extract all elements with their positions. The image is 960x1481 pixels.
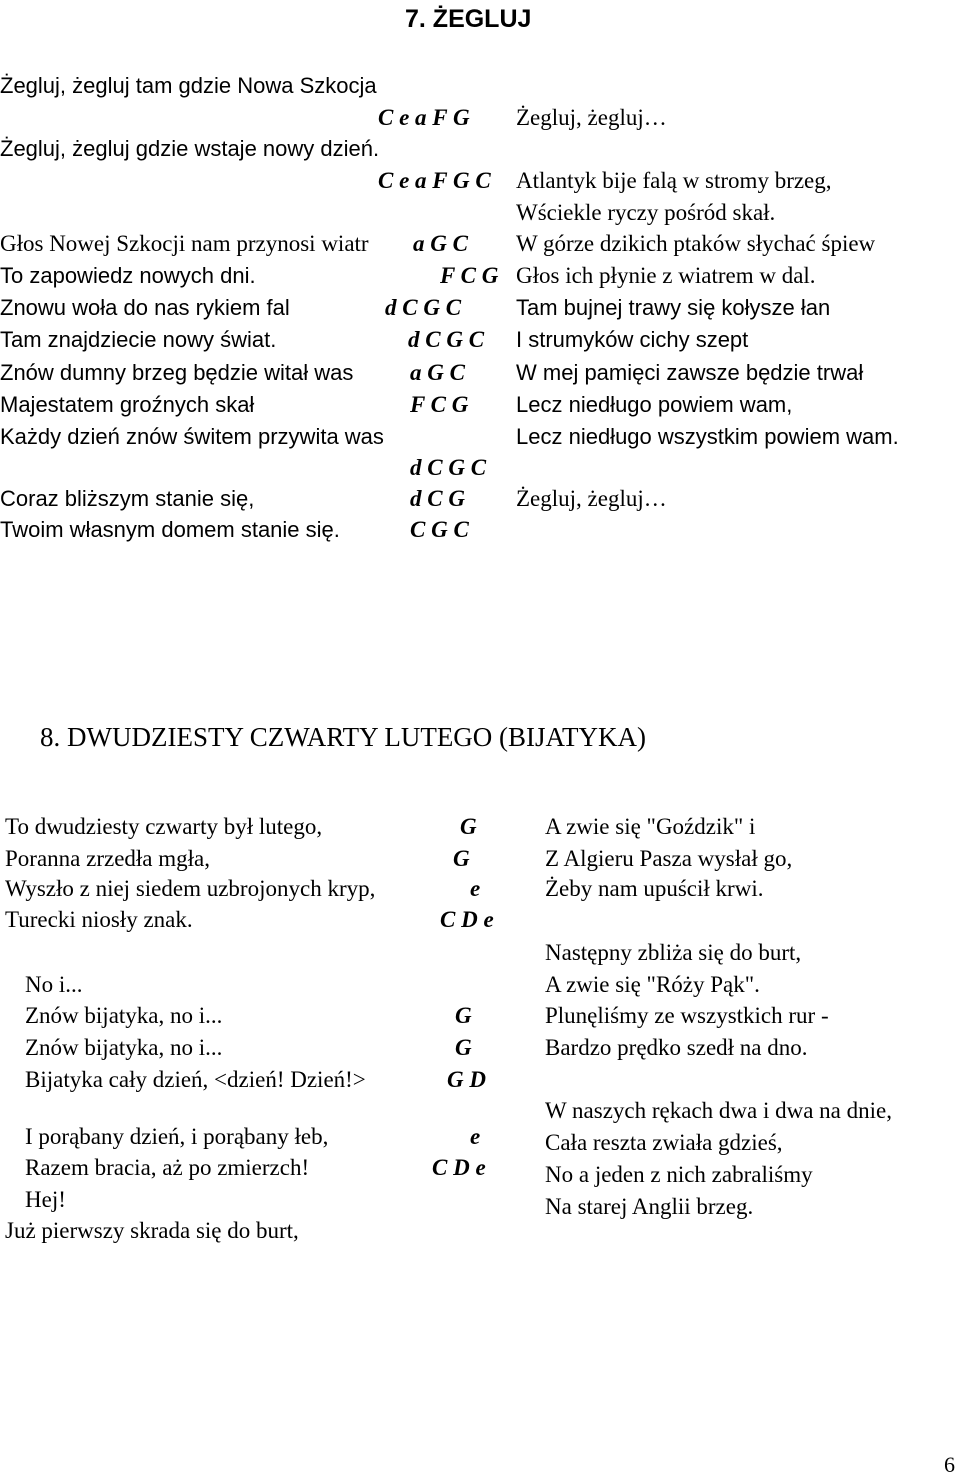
song8-left-10: Razem bracia, aż po zmierzch! <box>25 1155 310 1180</box>
song7-line-10: Znów dumny brzeg będzie witał was <box>0 360 354 385</box>
song7-right-10: W mej pamięci zawsze będzie trwał <box>516 360 864 385</box>
song8-left-4: Turecki niosły znak. <box>5 907 193 932</box>
song7-chords-14: d C G <box>410 486 465 511</box>
song7-line-7: To zapowiedz nowych dni. <box>0 263 256 288</box>
song8-right-2: Z Algieru Pasza wysłał go, <box>545 846 793 871</box>
song7-chords-4: C e a F G C <box>378 168 491 193</box>
song8-left-1: To dwudziesty czwarty był lutego, <box>5 814 323 839</box>
song8-left-7: Znów bijatyka, no i... <box>25 1035 223 1060</box>
song7-line-12: Każdy dzień znów świtem przywita was <box>0 424 384 449</box>
song8-left-8: Bijatyka cały dzień, <dzień! Dzień!> <box>25 1067 366 1092</box>
song8-right-8: W naszych rękach dwa i dwa na dnie, <box>545 1098 892 1123</box>
song7-right-4: Atlantyk bije falą w stromy brzeg, <box>516 168 832 193</box>
song7-right-14: Żegluj, żegluj… <box>516 486 667 511</box>
song7-line-1: Żegluj, żegluj tam gdzie Nowa Szkocja <box>0 73 377 98</box>
song7-chords-2: C e a F G <box>378 105 470 130</box>
song8-chords-3: e <box>470 876 481 901</box>
song7-right-12: Lecz niedługo wszystkim powiem wam. <box>516 424 899 449</box>
song8-left-6: Znów bijatyka, no i... <box>25 1003 223 1028</box>
song8-left-3: Wyszło z niej siedem uzbrojonych kryp, <box>5 876 376 901</box>
song8-chords-10: C D e <box>432 1155 486 1180</box>
song7-chords-9: d C G C <box>408 327 485 352</box>
song7-chords-13: d C G C <box>410 455 487 480</box>
song7-line-9: Tam znajdziecie nowy świat. <box>0 327 277 352</box>
song8-right-3: Żeby nam upuścił krwi. <box>545 876 764 901</box>
song8-left-9: I porąbany dzień, i porąbany łeb, <box>25 1124 329 1149</box>
song8-left-11: Hej! <box>25 1187 66 1212</box>
song8-right-6: Plunęliśmy ze wszystkich rur - <box>545 1003 829 1028</box>
song7-right-2: Żegluj, żegluj… <box>516 105 667 130</box>
song7-right-5: Wściekle ryczy pośród skał. <box>516 200 776 225</box>
song7-line-14: Coraz bliższym stanie się, <box>0 486 255 511</box>
song7-title: 7. ŻEGLUJ <box>405 5 532 33</box>
song8-chords-2: G <box>453 846 470 871</box>
song8-chords-6: G <box>455 1003 472 1028</box>
song7-chords-11: F C G <box>410 392 469 417</box>
song7-line-8: Znowu woła do nas rykiem fal <box>0 295 290 320</box>
song8-chords-1: G <box>460 814 477 839</box>
page-number: 6 <box>944 1452 955 1477</box>
song8-right-4: Następny zbliża się do burt, <box>545 940 802 965</box>
song8-right-10: No a jeden z nich zabraliśmy <box>545 1162 813 1187</box>
song7-right-11: Lecz niedługo powiem wam, <box>516 392 793 417</box>
song7-chords-10: a G C <box>410 360 465 385</box>
song7-line-15: Twoim własnym domem stanie się. <box>0 517 340 542</box>
song8-right-11: Na starej Anglii brzeg. <box>545 1194 754 1219</box>
song7-chords-8: d C G C <box>385 295 462 320</box>
song7-right-9: I strumyków cichy szept <box>516 327 749 352</box>
song8-right-5: A zwie się "Róży Pąk". <box>545 972 760 997</box>
song8-left-12: Już pierwszy skrada się do burt, <box>5 1218 299 1243</box>
song7-chords-15: C G C <box>410 517 469 542</box>
song8-chords-9: e <box>470 1124 481 1149</box>
song8-right-9: Cała reszta zwiała gdzieś, <box>545 1130 783 1155</box>
song8-chords-7: G <box>455 1035 472 1060</box>
song7-line-6: Głos Nowej Szkocji nam przynosi wiatr <box>0 231 369 256</box>
song7-chords-6: a G C <box>413 231 468 256</box>
song7-right-7: Głos ich płynie z wiatrem w dal. <box>516 263 816 288</box>
song8-title: 8. DWUDZIESTY CZWARTY LUTEGO (BIJATYKA) <box>40 722 647 752</box>
song7-right-8: Tam bujnej trawy się kołysze łan <box>516 295 831 320</box>
song7-line-3: Żegluj, żegluj gdzie wstaje nowy dzień. <box>0 136 380 161</box>
song8-right-1: A zwie się "Goździk" i <box>545 814 756 839</box>
song7-line-11: Majestatem groźnych skał <box>0 392 255 417</box>
song8-chords-8: G D <box>447 1067 486 1092</box>
song8-left-2: Poranna zrzedła mgła, <box>5 846 210 871</box>
song8-left-5: No i... <box>25 972 83 997</box>
song8-chords-4: C D e <box>440 907 494 932</box>
song7-right-6: W górze dzikich ptaków słychać śpiew <box>516 231 876 256</box>
song8-right-7: Bardzo prędko szedł na dno. <box>545 1035 808 1060</box>
song7-chords-7: F C G <box>440 263 499 288</box>
